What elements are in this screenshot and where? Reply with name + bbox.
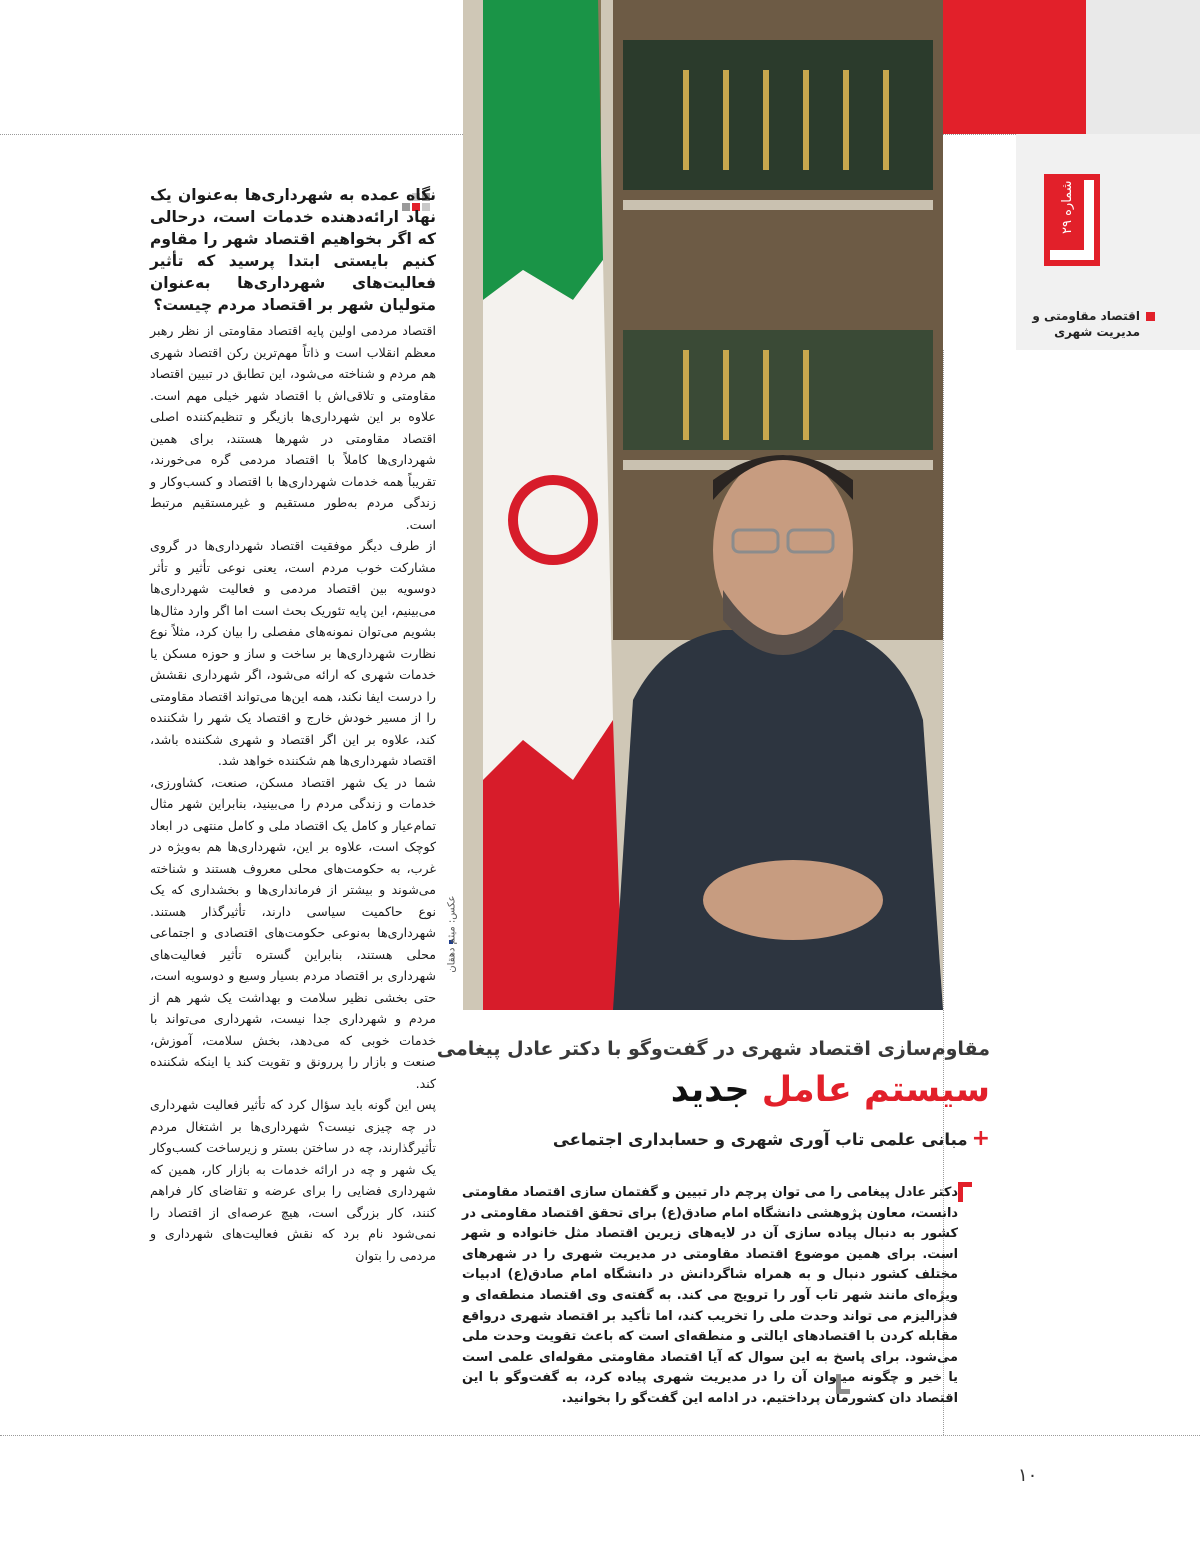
headline-rest: جدید [670, 1070, 750, 1110]
article-lead: نگاه عمده به شهرداری‌ها به‌عنوان یک نهاد ارائه‌دهنده خدمات است، درحالی که اگر بخواهیم اقتصاد شهر را مقاوم کنیم بایستی ابتدا پرسید که تأثیر فعالیت‌های شهرداری‌ها به‌عنوان متولیان شهر بر اقتصاد مردم چیست؟ [150, 186, 436, 314]
photo-illustration [463, 0, 943, 1010]
intro-bracket-open [958, 1182, 972, 1202]
article-paragraph: شما در یک شهر اقتصاد مسکن، صنعت، کشاورزی، خدمات و زندگی مردم را می‌بینید، بنابراین شهر مثال تمام‌عیار و کامل یک اقتصاد ملی و کامل منتهی در ابعاد کوچک است، علاوه بر این، شهرداری‌ها هم به‌ویژه در غرب، به حکومت‌های محلی معروف هستند و شناخته می‌شوند و بیشتر از فرمانداری‌ها و بخشداری که یک نوع حاکمیت سیاسی دارند، تأثیرگذار هستند. شهرداری‌ها به‌نوعی حکومت‌های اقتصادی و اجتماعی محلی هستند، بنابراین گستره تأثیر فعالیت‌های شهرداری بر اقتصاد مردم بسیار وسیع و دوسویه است، حتی بخشی نظیر سلامت و بهداشت یک شهر هم از مردم و شهرداری جدا نیست، شهرداری می‌تواند با خدمات خوبی که می‌دهد، بخش سلامت، آموزش، صنعت و بازار را پررونق و تقویت کند یا اینکه شکننده کند. [150, 774, 436, 1091]
section-marker [1146, 312, 1155, 321]
article-paragraph: از طرف دیگر موفقیت اقتصاد شهرداری‌ها در گروی مشارکت خوب مردم است، یعنی نوعی تأثیر و تأثر دوسویه بین اقتصاد مردمی و فعالیت شهرداری‌ها می‌بینیم، این پایه تئوریک بحث است اما اگر وارد مثال‌ها بشویم می‌توان نمونه‌های مفصلی را بیان کرد، مثلاً نوع نظارت شهرداری‌ها بر ساخت و ساز و حوزه مسکن یا خدمات شهری که ارائه می‌شود، اگر شهرداری نقشش را درست ایفا نکند، همه این‌ها می‌تواند اقتصاد مقاومتی را از مسیر خودش خارج و اقتصاد یک شهر را شکننده کند، علاوه بر این اگر اقتصاد و شهری شکننده باشد، اقتصاد شهرداری‌ها هم شکننده خواهد شد. [150, 538, 436, 768]
article-subhead: +مبانی علمی تاب آوری شهری و حسابداری اجتماعی [552, 1126, 990, 1151]
top-guide-line-right [943, 134, 1016, 135]
interview-photo [463, 0, 943, 1010]
top-guide-line [0, 134, 463, 135]
article-paragraph: اقتصاد مردمی اولین پایه اقتصاد مقاومتی از نظر رهبر معظم انقلاب است و ذاتاً مهم‌ترین رکن اقتصاد شهری هم مردم و شناخته می‌شود، این تطابق در تبیین اقتصاد مقاومتی و تلاقی‌اش با اقتصاد شهر خیلی مهم است. علاوه بر این شهرداری‌ها بازیگر و تنظیم‌کننده اصلی اقتصاد مقاومتی در شهرها هستند، برای همین شهرداری‌ها کاملاً با اقتصاد مردمی گره می‌خورند، تقریباً همه خدمات شهرداری‌ها با اقتصاد و کسب‌وکار و زندگی مردم به‌طور مستقیم و غیرمستقیم مرتبط است. [150, 323, 436, 532]
article-paragraph: پس این گونه باید سؤال کرد که تأثیر فعالیت شهرداری در چه چیزی نیست؟ شهرداری‌ها بر اشتغال مردم تأثیرگذارند، چه در ساختن بستر و زیرساخت کسب‌وکار یک شهر و چه در ارائه خدمات به بازار کار، همین که شهرداری فضایی را برای عرضه و تقاضای کار فراهم کنند، کار بزرگی است، هیچ عرصه‌ای از اقتصاد را نمی‌شود نام برد که نقش فعالیت‌های شهرداری و مردمی را بتوان [150, 1097, 436, 1263]
bottom-guide-line [0, 1435, 1200, 1436]
article-intro: دکتر عادل پیغامی را می توان پرچم دار تبیین و گفتمان سازی اقتصاد مقاومتی دانست، معاون پژوهشی دانشگاه امام صادق(ع) برای تحقق اقتصاد مقاومتی در کشور به دنبال پیاده سازی آن در لایه‌های زیرین اقتصاد مثل خانواده و شهر است. برای همین موضوع اقتصاد مقاومتی در مدیریت شهری را در شهرهای مختلف کشور دنبال و به همراه شاگردانش در دانشگاه امام صادق(ع) ادبیات ویژه‌ای مانند شهر تاب آور را ترویج می کند. به گفته‌ی وی اقتصاد منطقه‌ای و فدرالیزم می تواند وحدت ملی را تخریب کند، اما تأکید بر اقتصاد شهری درواقع مقابله کردن با اقتصادهای ایالتی و منطقه‌ای است که باعث تقویت وحدت ملی می‌شود. برای پاسخ به این سوال که آیا اقتصاد مقاومتی مقوله‌ای علمی است یا خیر و چگونه میتوان آن را در مدیریت شهری پیاده کرد، به گفت‌وگو با این اقتصاد دان کشورمان پرداختیم. در ادامه این گفت‌گو را بخوانید. [462, 1185, 958, 1406]
article-headline [671, 1070, 990, 1110]
intro-bracket-close [836, 1374, 850, 1394]
corner-red-block-right [1016, 0, 1086, 134]
section-label: اقتصاد مقاومتی و مدیریت شهری [1032, 309, 1140, 339]
article-kicker: مقاوم‌سازی اقتصاد شهری در گفت‌وگو با دکتر عادل پیغامی [436, 1038, 990, 1060]
corner-red-block-top [943, 0, 1016, 134]
headline-accent: سیستم عامل [761, 1070, 990, 1110]
article-body [150, 320, 436, 1266]
plus-icon: + [971, 1126, 990, 1151]
issue-number: شماره ۲۹ [1060, 180, 1075, 234]
photo-credit: عکس: میثم دهقان [446, 895, 458, 973]
page-number: ۱۰ [1018, 1465, 1038, 1486]
